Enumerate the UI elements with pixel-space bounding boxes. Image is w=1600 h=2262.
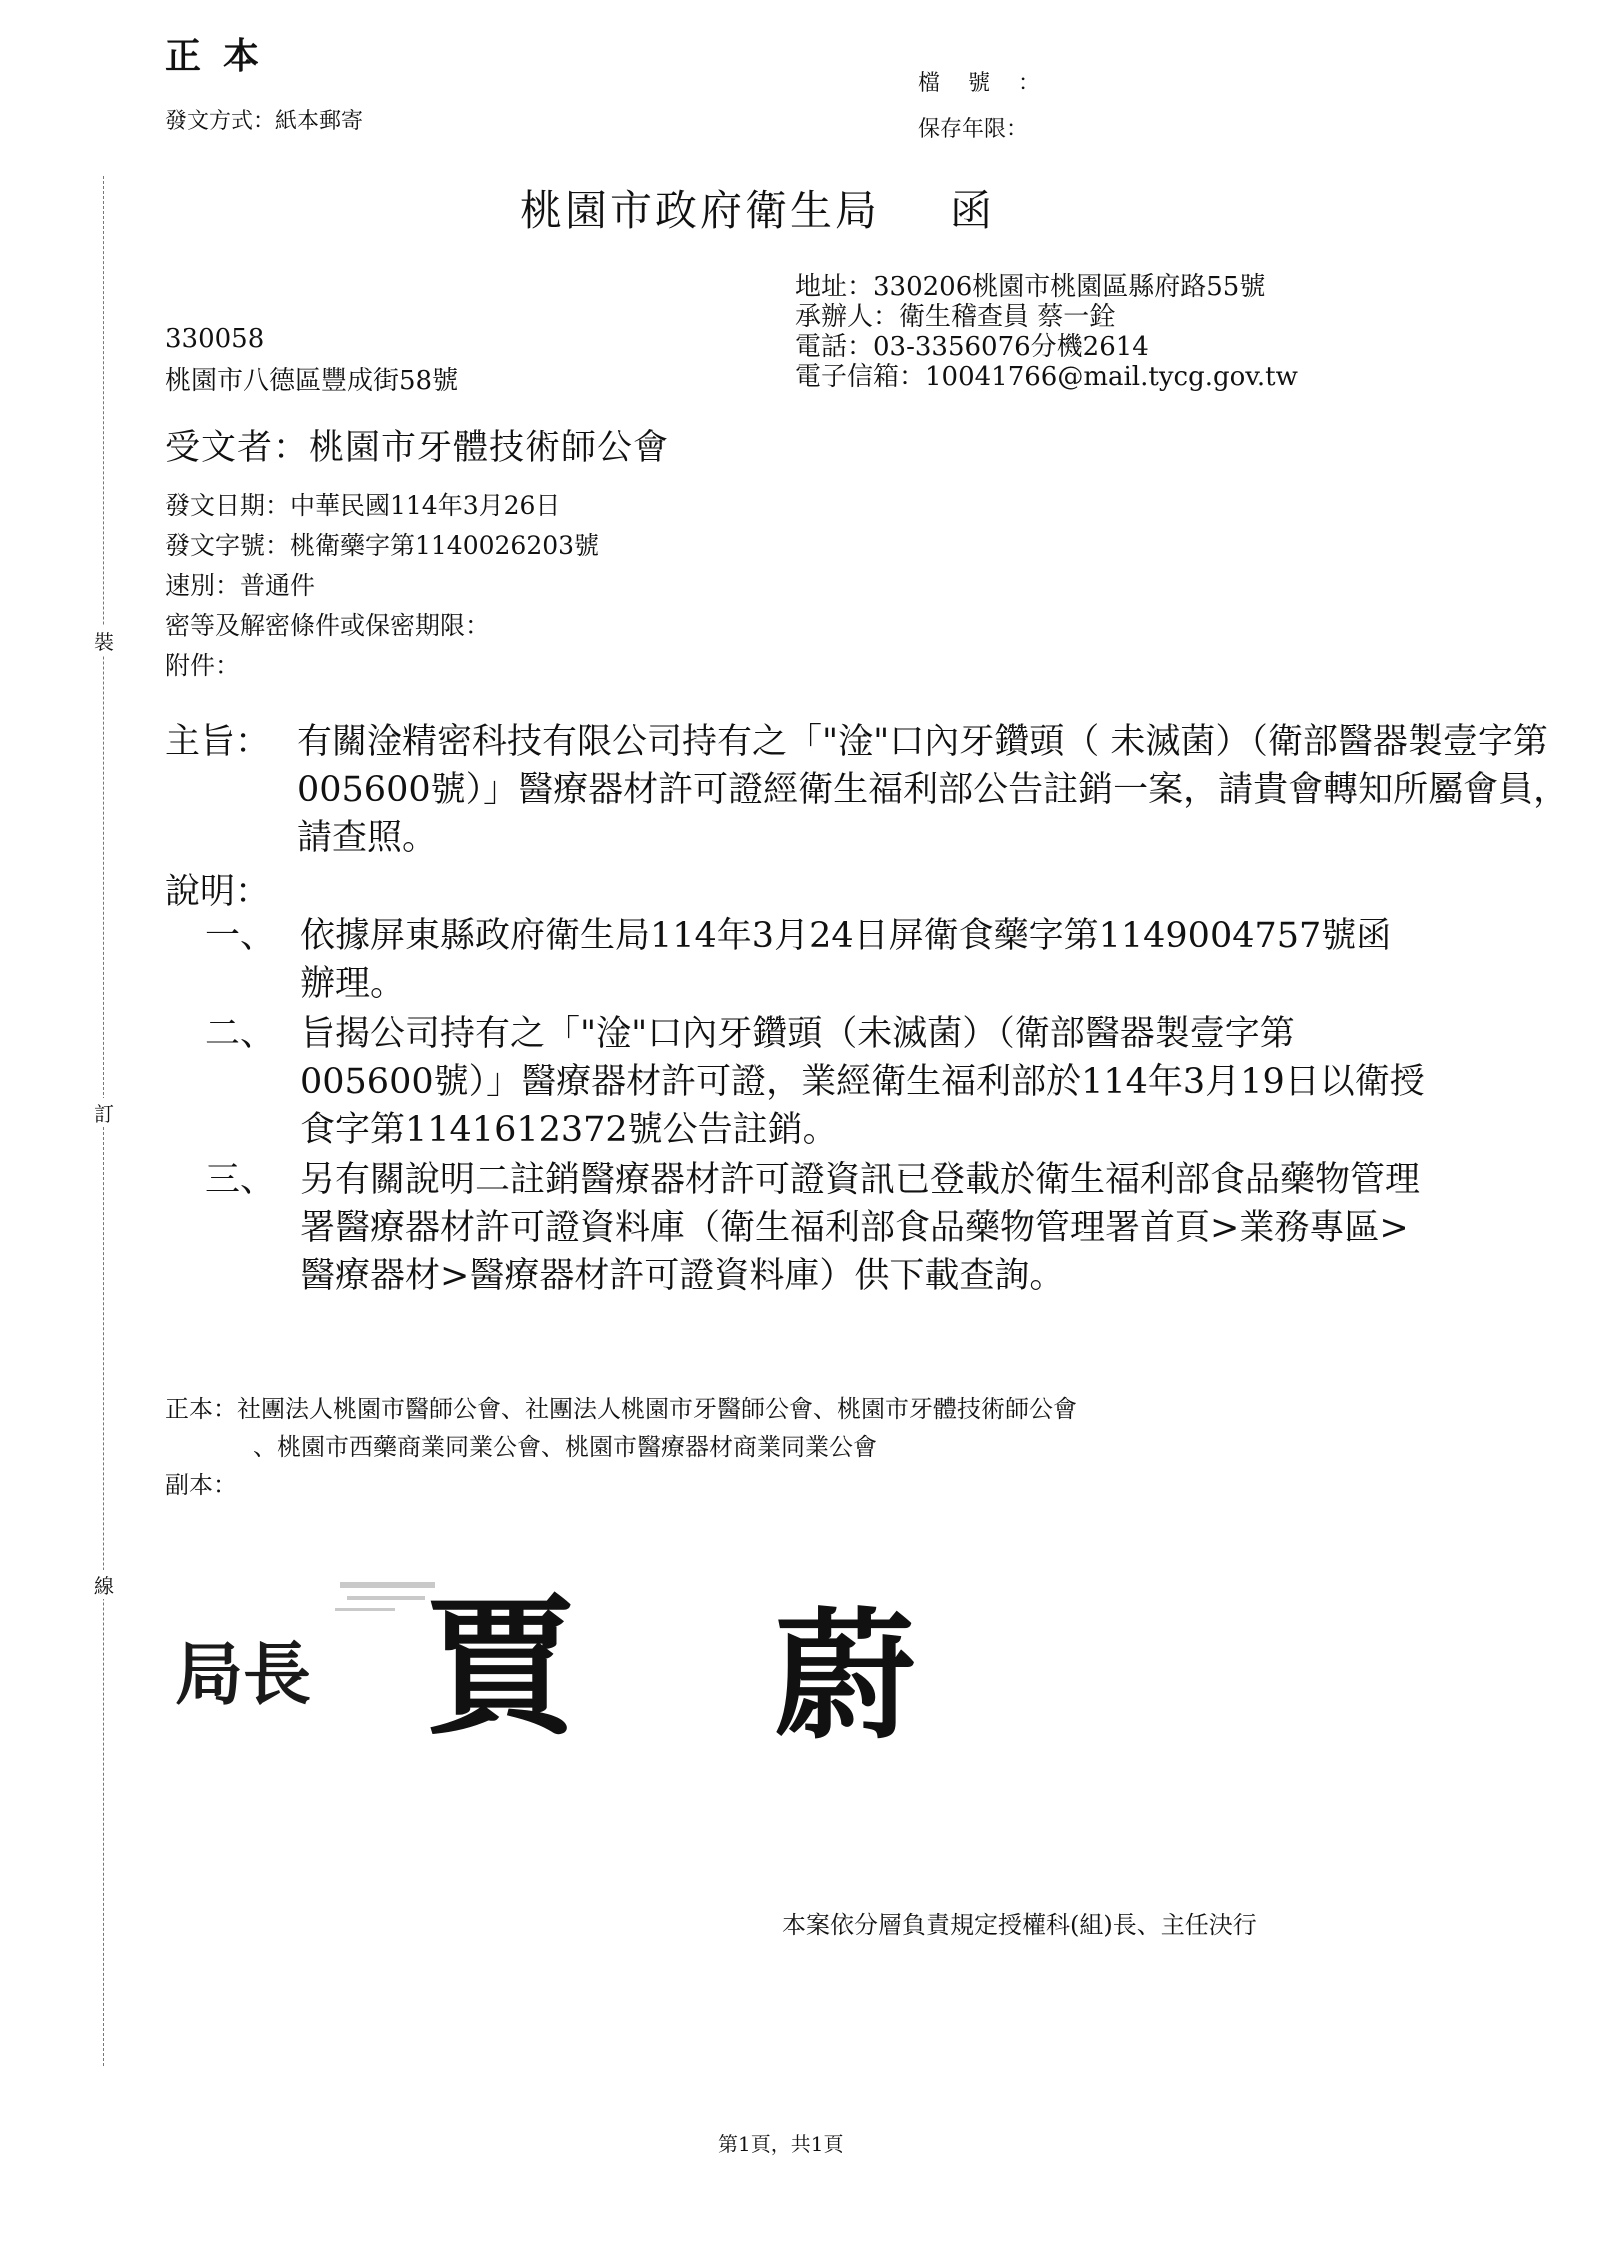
distribution <box>165 1390 1077 1504</box>
issue-date: 發文日期：中華民國114年3月26日 <box>165 491 561 520</box>
director-title: 局長 <box>175 1635 312 1715</box>
agency-address: 地址：330206桃園市桃園區縣府路55號 <box>795 272 1266 302</box>
item-text: 依據屏東縣政府衛生局114年3月24日屏衛食藥字第1149004757號函辦理。 <box>300 916 1392 1004</box>
original-recipients-cont: 、桃園市西藥商業同業公會、桃園市醫療器材商業同業公會 <box>253 1433 877 1461</box>
page-number: 第1頁，共1頁 <box>718 2132 844 2156</box>
binding-mark: 線 <box>94 1570 114 1599</box>
stamp-smudge <box>335 1582 435 1611</box>
explanation-list <box>205 912 1425 1302</box>
director-signature-seal <box>175 1560 955 1760</box>
item-number: 一、 <box>205 916 276 956</box>
director-name-char-1: 賈 <box>425 1580 576 1756</box>
recipient: 受文者：桃園市牙體技術師公會 <box>165 428 670 468</box>
item-number: 三、 <box>205 1160 276 1200</box>
binding-mark: 訂 <box>94 1098 114 1127</box>
file-number-label <box>918 66 1040 97</box>
file-number-key: 檔號 <box>918 71 1019 96</box>
item-text: 旨揭公司持有之「"淦"口內牙鑽頭（未滅菌）（衛部醫器製壹字第005600號）」醫療器材許可證，業經衛生福利部於114年3月19日以衛授食字第1141612372號公告註銷。 <box>300 1014 1425 1150</box>
subject-text: 有關淦精密科技有限公司持有之「"淦"口內牙鑽頭（ 未滅菌）（衛部醫器製壹字第005600號）」醫療器材許可證經衛生福利部公告註銷一案，請貴會轉知所屬會員，請查照。 <box>297 722 1569 858</box>
item-number: 二、 <box>205 1014 276 1054</box>
speed: 速別：普通件 <box>165 571 316 600</box>
original-recipients: 正本：社團法人桃園市醫師公會、社團法人桃園市牙醫師公會、桃園市牙體技術師公會 <box>165 1395 1077 1423</box>
send-method: 發文方式：紙本郵寄 <box>165 109 364 134</box>
copy-mark: 正本 <box>165 35 282 77</box>
delegation-note: 本案依分層負責規定授權科(組)長、主任決行 <box>782 1911 1257 1939</box>
document-type: 函 <box>950 186 996 235</box>
director-name-char-2: 蔚 <box>775 1595 916 1759</box>
secrecy: 密等及解密條件或保密期限： <box>165 611 491 640</box>
attachment: 附件： <box>165 651 241 680</box>
phone: 電話：03-3356076分機2614 <box>795 332 1149 362</box>
item-text: 另有關說明二註銷醫療器材許可證資訊已登載於衛生福利部食品藥物管理署醫療器材許可證資料庫（衛生福利部食品藥物管理署首頁>業務專區>醫療器材>醫療器材許可證資料庫）供下載查詢。 <box>300 1160 1421 1296</box>
email: 電子信箱：10041766@mail.tycg.gov.tw <box>795 362 1298 392</box>
explanation-item <box>205 912 1425 1008</box>
binding-mark: 裝 <box>94 626 114 655</box>
explanation-item <box>205 1010 1425 1154</box>
subject-label: 主旨： <box>165 722 271 762</box>
file-number-colon: ： <box>1018 71 1041 96</box>
document-title <box>520 178 995 238</box>
signature-graphic <box>175 1560 955 1760</box>
copy-recipients: 副本： <box>165 1471 237 1499</box>
contact-block <box>795 272 1298 392</box>
document-number: 發文字號：桃衛藥字第1140026203號 <box>165 531 600 560</box>
retention-period-label: 保存年限： <box>918 117 1029 142</box>
explanation-item <box>205 1156 1425 1300</box>
recipient-address: 桃園市八德區豐成街58號 <box>165 366 459 396</box>
agency-name: 桃園市政府衛生局 <box>520 186 881 235</box>
explanation-label: 說明： <box>165 872 271 912</box>
recipient-zip: 330058 <box>165 324 265 354</box>
meta-block <box>165 486 599 686</box>
handler: 承辦人：衛生稽查員 蔡一銓 <box>795 302 1116 332</box>
